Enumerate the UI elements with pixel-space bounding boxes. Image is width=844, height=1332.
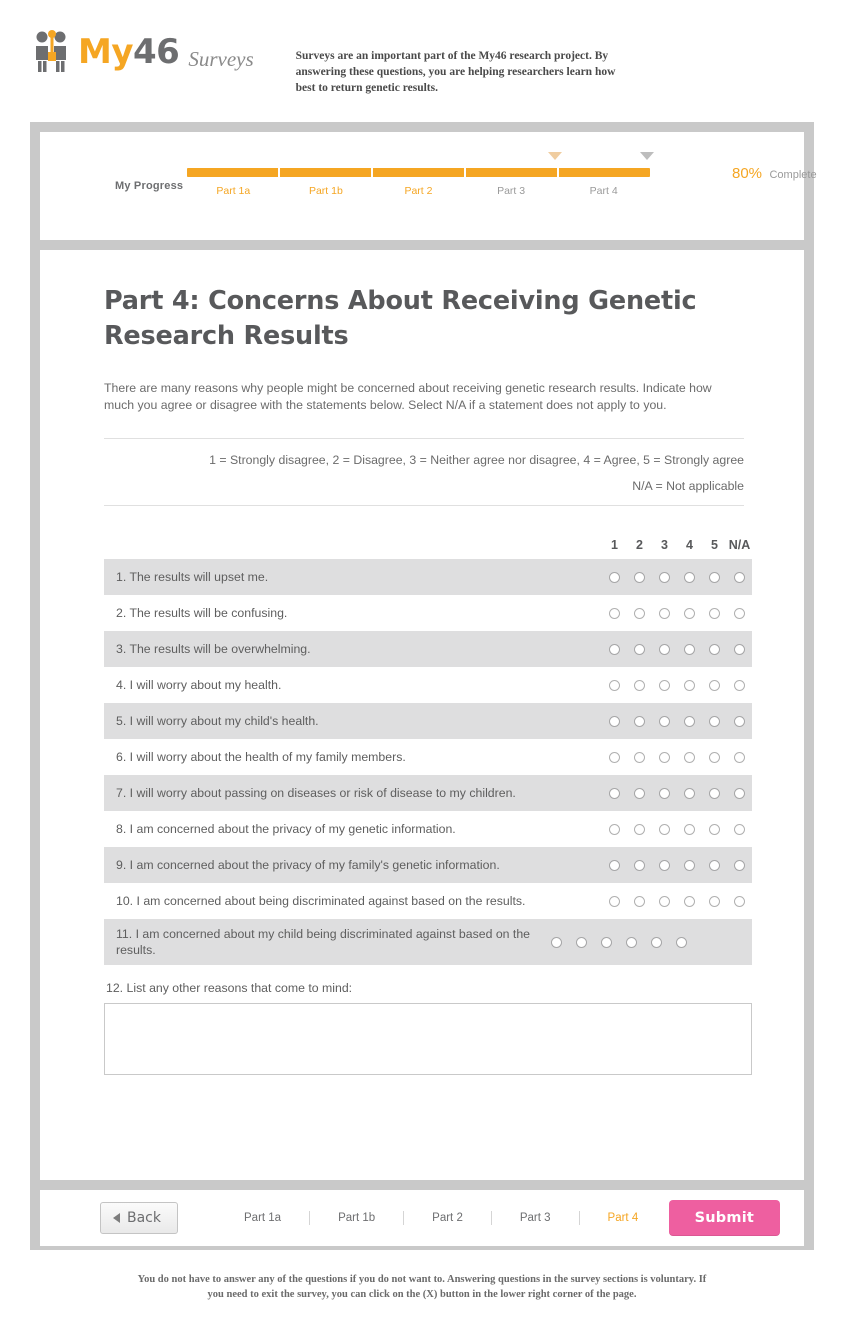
radio-cell-2-3[interactable] — [652, 608, 677, 619]
part-link-part1b[interactable]: Part 1b — [338, 1212, 376, 1224]
radio-icon[interactable] — [709, 860, 720, 871]
radio-group-10 — [602, 896, 752, 907]
radio-icon[interactable] — [659, 788, 670, 799]
scale-header-4: 4 — [686, 538, 693, 552]
radio-cell-5-1[interactable] — [602, 716, 627, 727]
radio-icon[interactable] — [734, 824, 745, 835]
radio-icon[interactable] — [609, 608, 620, 619]
radio-group-8 — [602, 824, 752, 835]
progress-tick-part1b[interactable]: Part 1b — [308, 185, 343, 197]
logo-text-my: My — [78, 32, 133, 72]
content-frame — [30, 122, 817, 1250]
radio-icon[interactable] — [709, 680, 720, 691]
table-row — [104, 631, 752, 667]
progress-label: My Progress — [115, 180, 184, 192]
radio-cell-5-2[interactable] — [627, 716, 652, 727]
radio-cell-11-4[interactable] — [619, 937, 644, 948]
progress-segment-1 — [187, 168, 280, 177]
table-row — [104, 559, 752, 595]
part-link-part1a[interactable]: Part 1a — [244, 1212, 282, 1224]
disclaimer — [0, 1272, 844, 1302]
radio-icon[interactable] — [659, 608, 670, 619]
question-text-3: 3. The results will be overwhelming. — [116, 642, 311, 656]
radio-icon[interactable] — [684, 896, 695, 907]
progress-tick-part3[interactable]: Part 3 — [497, 185, 526, 197]
radio-group-7 — [602, 788, 752, 799]
radio-cell-10-2[interactable] — [627, 896, 652, 907]
radio-cell-1-4[interactable] — [677, 572, 702, 583]
radio-cell-9-3[interactable] — [652, 860, 677, 871]
radio-icon[interactable] — [626, 937, 637, 948]
radio-cell-2-1[interactable] — [602, 608, 627, 619]
question-text-5: 5. I will worry about my child's health. — [116, 714, 319, 728]
radio-icon[interactable] — [734, 752, 745, 763]
logo[interactable] — [30, 28, 254, 76]
radio-cell-4-5[interactable] — [702, 680, 727, 691]
radio-cell-2-na[interactable] — [727, 608, 752, 619]
progress-segment-5 — [559, 168, 650, 177]
scale-legend — [104, 438, 744, 506]
radio-cell-6-3[interactable] — [652, 752, 677, 763]
radio-icon[interactable] — [709, 608, 720, 619]
progress-tick-part4[interactable]: Part 4 — [589, 185, 618, 197]
radio-cell-11-1[interactable] — [544, 937, 569, 948]
question-text-2: 2. The results will be confusing. — [116, 606, 288, 620]
radio-cell-11-2[interactable] — [569, 937, 594, 948]
radio-icon[interactable] — [651, 937, 662, 948]
radio-icon[interactable] — [609, 860, 620, 871]
radio-cell-2-2[interactable] — [627, 608, 652, 619]
radio-group-11 — [544, 937, 694, 948]
progress-panel — [40, 132, 817, 240]
radio-icon[interactable] — [659, 752, 670, 763]
radio-cell-4-2[interactable] — [627, 680, 652, 691]
radio-icon[interactable] — [601, 937, 612, 948]
table-row — [104, 775, 752, 811]
radio-icon[interactable] — [634, 896, 645, 907]
progress-tick-part2[interactable]: Part 2 — [404, 185, 433, 197]
radio-group-5 — [602, 716, 752, 727]
scale-header-1: 1 — [611, 538, 618, 552]
radio-icon[interactable] — [634, 824, 645, 835]
radio-cell-3-2[interactable] — [627, 644, 652, 655]
radio-cell-2-4[interactable] — [677, 608, 702, 619]
radio-icon[interactable] — [734, 860, 745, 871]
radio-icon[interactable] — [609, 824, 620, 835]
progress-segment-2 — [280, 168, 373, 177]
logo-subtitle: Surveys — [188, 46, 254, 71]
radio-icon[interactable] — [609, 644, 620, 655]
radio-icon[interactable] — [659, 572, 670, 583]
radio-cell-6-4[interactable] — [677, 752, 702, 763]
part-link-part4[interactable]: Part 4 — [607, 1212, 639, 1224]
question-text-8: 8. I am concerned about the privacy of my genetic information. — [116, 822, 456, 836]
radio-cell-8-na[interactable] — [727, 824, 752, 835]
radio-icon[interactable] — [659, 896, 670, 907]
radio-cell-3-1[interactable] — [602, 644, 627, 655]
radio-cell-11-5[interactable] — [644, 937, 669, 948]
radio-cell-10-4[interactable] — [677, 896, 702, 907]
radio-icon[interactable] — [734, 608, 745, 619]
radio-icon[interactable] — [709, 824, 720, 835]
radio-cell-8-2[interactable] — [627, 824, 652, 835]
scale-header-3: 3 — [661, 538, 668, 552]
radio-cell-5-5[interactable] — [702, 716, 727, 727]
radio-cell-9-1[interactable] — [602, 860, 627, 871]
radio-cell-1-2[interactable] — [627, 572, 652, 583]
radio-cell-10-1[interactable] — [602, 896, 627, 907]
table-row — [104, 883, 752, 919]
radio-cell-5-3[interactable] — [652, 716, 677, 727]
radio-icon[interactable] — [684, 716, 695, 727]
table-row — [104, 595, 752, 631]
intro-text: There are many reasons why people might be concerned about receiving genetic research results. Indicate how much you agree or disagree with the statements below. Select N/A if a statement does not apply to you. — [104, 381, 712, 412]
question-text-6: 6. I will worry about the health of my family members. — [116, 750, 406, 764]
radio-cell-4-1[interactable] — [602, 680, 627, 691]
page-title: Part 4: Concerns About Receiving Genetic Research Results — [104, 286, 697, 351]
radio-cell-1-na[interactable] — [727, 572, 752, 583]
scale-header-5: 5 — [711, 538, 718, 552]
radio-icon[interactable] — [709, 716, 720, 727]
progress-ticks — [187, 185, 650, 197]
radio-cell-8-1[interactable] — [602, 824, 627, 835]
radio-icon[interactable] — [734, 896, 745, 907]
radio-cell-5-na[interactable] — [727, 716, 752, 727]
part-link-part2[interactable]: Part 2 — [432, 1212, 463, 1224]
radio-icon[interactable] — [634, 644, 645, 655]
radio-cell-3-5[interactable] — [702, 644, 727, 655]
question-text-7: 7. I will worry about passing on diseases or risk of disease to my children. — [116, 786, 516, 800]
scale-header-na: N/A — [728, 538, 751, 552]
radio-icon[interactable] — [609, 896, 620, 907]
scale-header-2: 2 — [636, 538, 643, 552]
radio-icon[interactable] — [684, 752, 695, 763]
radio-icon[interactable] — [734, 680, 745, 691]
radio-cell-8-3[interactable] — [652, 824, 677, 835]
radio-icon[interactable] — [576, 937, 587, 948]
radio-icon[interactable] — [709, 644, 720, 655]
progress-bar-wrap — [187, 165, 817, 197]
question-text-11: 11. I am concerned about my child being discriminated against based on the results. — [116, 927, 531, 957]
radio-icon[interactable] — [684, 608, 695, 619]
radio-icon[interactable] — [709, 572, 720, 583]
progress-marker-part3 — [548, 152, 562, 160]
radio-icon[interactable] — [634, 608, 645, 619]
radio-icon[interactable] — [709, 896, 720, 907]
disclaimer-text: You do not have to answer any of the questions if you do not want to. Answering questions in the survey sections is voluntary. If you need to exit the survey, you can click on the (X) button in the lower right corner of the page. — [137, 1274, 707, 1300]
radio-icon[interactable] — [684, 788, 695, 799]
radio-icon[interactable] — [734, 644, 745, 655]
radio-icon[interactable] — [609, 716, 620, 727]
progress-bar — [187, 168, 650, 177]
table-row — [104, 667, 752, 703]
radio-icon[interactable] — [659, 824, 670, 835]
radio-icon[interactable] — [634, 680, 645, 691]
radio-icon[interactable] — [609, 572, 620, 583]
radio-cell-7-5[interactable] — [702, 788, 727, 799]
part-link-part3[interactable]: Part 3 — [519, 1212, 551, 1224]
radio-cell-1-1[interactable] — [602, 572, 627, 583]
radio-icon[interactable] — [684, 644, 695, 655]
table-row — [104, 811, 752, 847]
radio-cell-11-3[interactable] — [594, 937, 619, 948]
radio-cell-7-4[interactable] — [677, 788, 702, 799]
submit-button[interactable]: Submit — [669, 1200, 780, 1236]
survey-card — [40, 250, 804, 1180]
header-note: Surveys are an important part of the My46 research project. By answering these questions, you are helping researchers learn how best to return genetic results. — [295, 50, 616, 94]
radio-cell-8-5[interactable] — [702, 824, 727, 835]
radio-icon[interactable] — [634, 860, 645, 871]
radio-icon[interactable] — [634, 716, 645, 727]
radio-icon[interactable] — [709, 752, 720, 763]
radio-cell-4-3[interactable] — [652, 680, 677, 691]
radio-cell-7-3[interactable] — [652, 788, 677, 799]
radio-icon[interactable] — [684, 572, 695, 583]
radio-icon[interactable] — [734, 716, 745, 727]
question-matrix — [104, 538, 752, 965]
table-row — [104, 703, 752, 739]
radio-icon[interactable] — [634, 572, 645, 583]
progress-percent: 80% — [732, 165, 763, 182]
open-answer-input[interactable] — [104, 1003, 752, 1075]
radio-group-3 — [602, 644, 752, 655]
chevron-left-icon — [113, 1213, 120, 1223]
radio-icon[interactable] — [684, 860, 695, 871]
radio-icon[interactable] — [551, 937, 562, 948]
radio-icon[interactable] — [659, 860, 670, 871]
radio-icon[interactable] — [709, 788, 720, 799]
radio-cell-9-4[interactable] — [677, 860, 702, 871]
radio-cell-9-2[interactable] — [627, 860, 652, 871]
part-links — [216, 1211, 669, 1225]
radio-cell-1-3[interactable] — [652, 572, 677, 583]
radio-icon[interactable] — [659, 644, 670, 655]
radio-cell-4-na[interactable] — [727, 680, 752, 691]
progress-segment-3 — [373, 168, 466, 177]
radio-cell-10-na[interactable] — [727, 896, 752, 907]
progress-complete-label: Complete — [769, 169, 817, 181]
radio-group-1 — [602, 572, 752, 583]
radio-cell-3-4[interactable] — [677, 644, 702, 655]
radio-icon[interactable] — [659, 716, 670, 727]
progress-marker-part4 — [640, 152, 654, 160]
radio-icon[interactable] — [609, 680, 620, 691]
radio-icon[interactable] — [659, 680, 670, 691]
radio-group-6 — [602, 752, 752, 763]
radio-cell-7-1[interactable] — [602, 788, 627, 799]
question-text-9: 9. I am concerned about the privacy of my family's genetic information. — [116, 858, 500, 872]
progress-segment-4 — [466, 168, 559, 177]
radio-group-4 — [602, 680, 752, 691]
radio-cell-4-4[interactable] — [677, 680, 702, 691]
scale-legend-line2: N/A = Not applicable — [632, 479, 744, 493]
radio-cell-6-5[interactable] — [702, 752, 727, 763]
my46-person-icon — [30, 28, 74, 76]
footer-nav — [40, 1190, 804, 1246]
logo-text-46: 46 — [133, 32, 180, 72]
radio-cell-3-3[interactable] — [652, 644, 677, 655]
radio-cell-7-2[interactable] — [627, 788, 652, 799]
radio-cell-9-5[interactable] — [702, 860, 727, 871]
progress-percent-wrap — [732, 165, 817, 183]
radio-cell-7-na[interactable] — [727, 788, 752, 799]
radio-group-9 — [602, 860, 752, 871]
radio-cell-6-1[interactable] — [602, 752, 627, 763]
radio-icon[interactable] — [609, 788, 620, 799]
radio-icon[interactable] — [634, 752, 645, 763]
radio-icon[interactable] — [609, 752, 620, 763]
radio-icon[interactable] — [634, 788, 645, 799]
radio-icon[interactable] — [734, 788, 745, 799]
table-row — [104, 739, 752, 775]
radio-icon[interactable] — [734, 572, 745, 583]
radio-icon[interactable] — [676, 937, 687, 948]
question-text-4: 4. I will worry about my health. — [116, 678, 282, 692]
radio-cell-3-na[interactable] — [727, 644, 752, 655]
radio-cell-11-na[interactable] — [669, 937, 694, 948]
radio-cell-10-5[interactable] — [702, 896, 727, 907]
table-row — [104, 847, 752, 883]
radio-cell-9-na[interactable] — [727, 860, 752, 871]
radio-cell-10-3[interactable] — [652, 896, 677, 907]
radio-cell-2-5[interactable] — [702, 608, 727, 619]
scale-header-row — [104, 538, 752, 552]
question-text-10: 10. I am concerned about being discriminated against based on the results. — [116, 894, 526, 908]
radio-cell-1-5[interactable] — [702, 572, 727, 583]
progress-tick-part1a[interactable]: Part 1a — [216, 185, 251, 197]
radio-cell-5-4[interactable] — [677, 716, 702, 727]
radio-cell-8-4[interactable] — [677, 824, 702, 835]
back-button-label: Back — [127, 1210, 161, 1226]
back-button[interactable] — [100, 1202, 178, 1234]
question-text-1: 1. The results will upset me. — [116, 570, 269, 584]
open-question-label: 12. List any other reasons that come to mind: — [106, 981, 353, 995]
page-header — [0, 0, 844, 122]
table-row — [104, 919, 752, 965]
scale-legend-line1: 1 = Strongly disagree, 2 = Disagree, 3 = Neither agree nor disagree, 4 = Agree, 5 = Strongly agree — [209, 453, 744, 467]
radio-icon[interactable] — [684, 824, 695, 835]
radio-icon[interactable] — [684, 680, 695, 691]
radio-cell-6-2[interactable] — [627, 752, 652, 763]
radio-cell-6-na[interactable] — [727, 752, 752, 763]
radio-group-2 — [602, 608, 752, 619]
